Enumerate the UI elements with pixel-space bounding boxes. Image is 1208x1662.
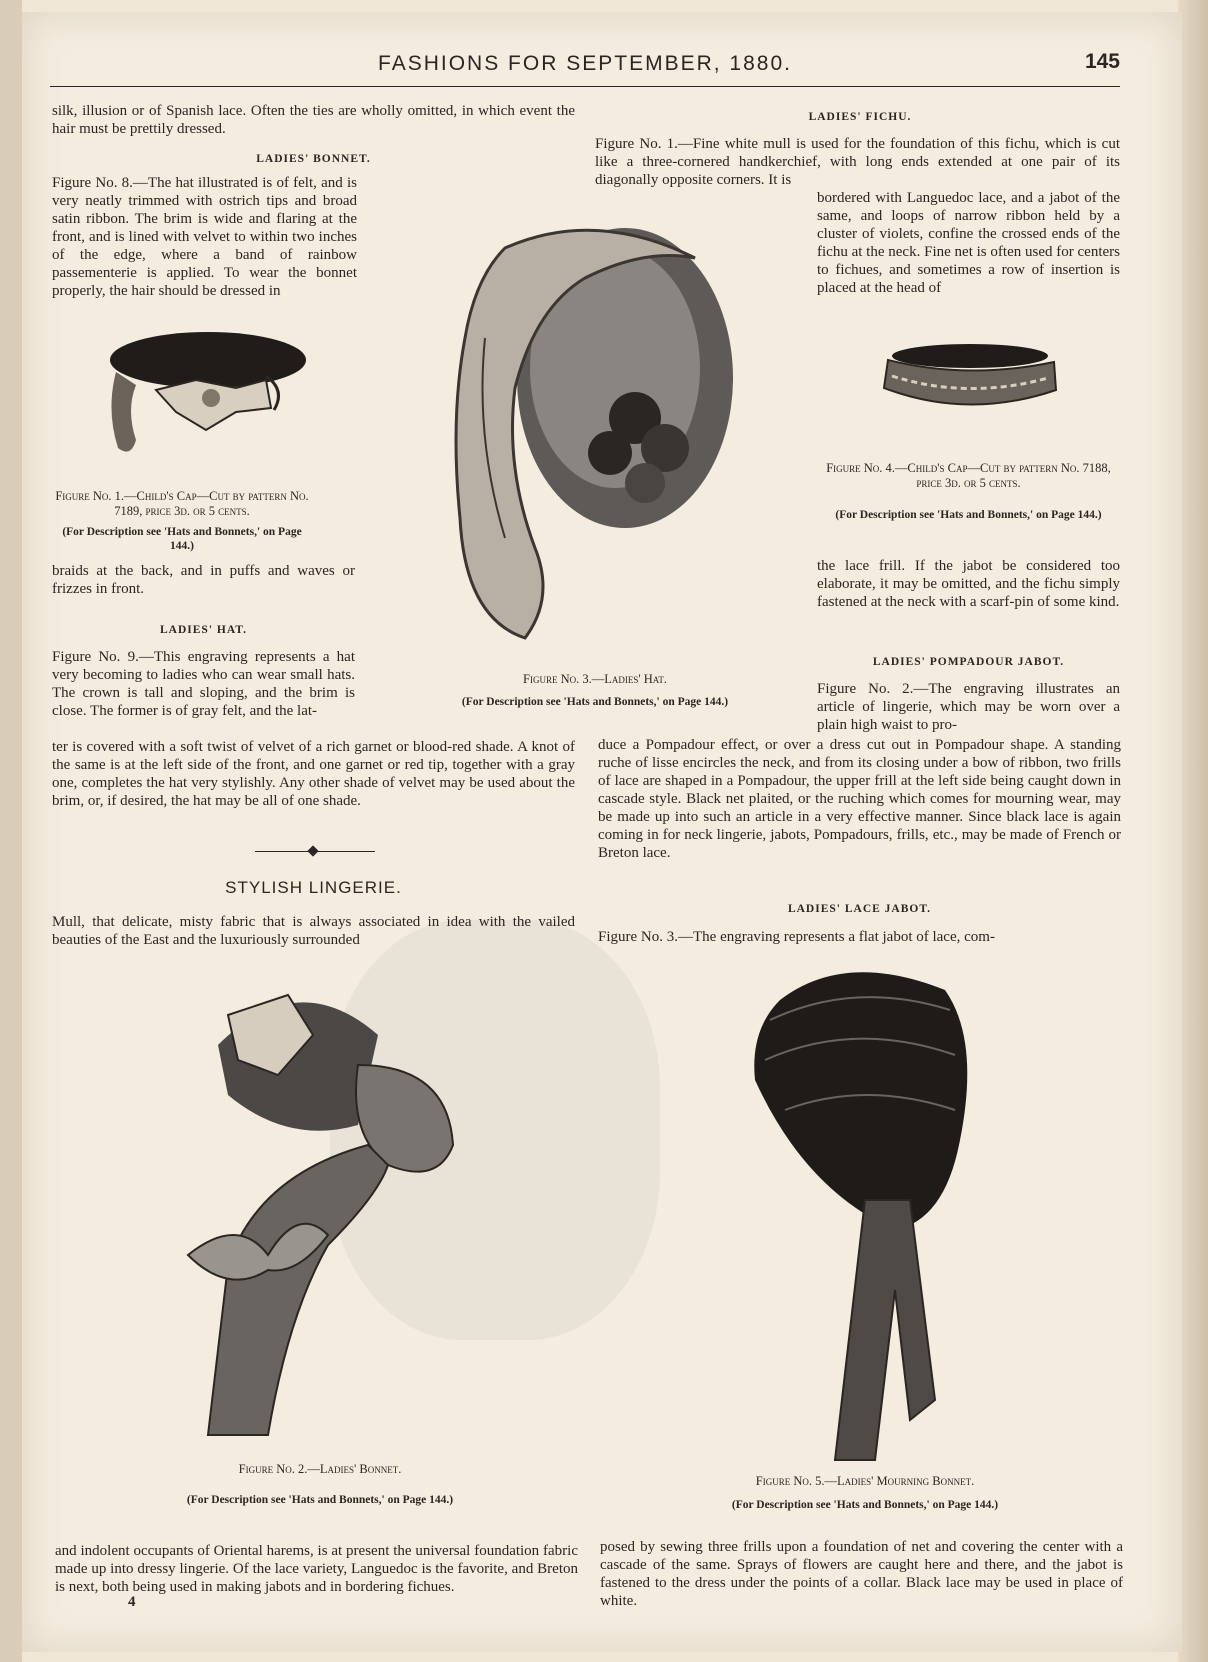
fichu-paragraph-end: bordered with Languedoc lace, and a jabot of the same, and loops of narrow ribbon held by a cluster of violets, confine the crossed ends of the fichu at the neck. Fine net is often used for centers to fichues, and sometimes a row of insertion is placed at the head of (817, 190, 1120, 296)
intro-paragraph: silk, illusion or of Spanish lace. Often the ties are wholly omitted, in which event the hair must be prettily dressed. (52, 103, 575, 137)
pompadour-heading: LADIES' POMPADOUR JABOT. (872, 656, 1065, 668)
lace-jabot-paragraph: Figure No. 3.—The engraving represents a flat jabot of lace, com- (598, 929, 995, 945)
figure9-paragraph-end: ter is covered with a soft twist of velvet of a rich garnet or blood-red shade. A knot of the same is at the left side of the front, and one garnet or red tip, together with a gray one, completes the hat very stylishly. Any other shade of velvet may be used about the brim, or, if desired, the hat may be all of one shade. (52, 739, 575, 809)
hat-heading: LADIES' HAT. (160, 624, 247, 636)
figure9-paragraph-start: Figure No. 9.—This engraving represents a hat very becoming to ladies who can wear small hats. The crown is tall and sloping, and the brim is close. The former is of gray felt, and the lat- (52, 649, 355, 719)
lace-frill-paragraph: the lace frill. If the jabot be considered too elaborate, it may be omitted, and the fichu simply fastened at the neck with a scarf-pin of some kind. (817, 558, 1120, 610)
figure1-caption: Figure No. 1.—Child's Cap—Cut by pattern No. 7189, price 3d. or 5 cents. (55, 489, 309, 518)
lingerie-paragraph: Mull, that delicate, misty fabric that is always associated in idea with the vailed beauties of the East and the luxuriously surrounded (52, 914, 575, 948)
page-header (50, 52, 1120, 86)
fichu-paragraph-start: Figure No. 1.—Fine white mull is used for the foundation of this fichu, which is cut like a three-cornered handkerchief, with long ends extended at one pair of its diagonally opposite corners. It is (595, 136, 1120, 188)
figure1-reference: (For Description see 'Hats and Bonnets,' on Page 144.) (62, 526, 302, 552)
figure2-bonnet-caption: Figure No. 2.—Ladies' Bonnet. (238, 1462, 402, 1476)
figure3-reference: (For Description see 'Hats and Bonnets,' on Page 144.) (461, 696, 729, 708)
signature-number: 4 (128, 1594, 136, 1610)
lingerie-continued: and indolent occupants of Oriental harems, is at present the universal foundation fabric made up into dressy lingerie. Of the lace variety, Languedoc is the favorite, and Breton is next, both being used in making jabots and in bordering fichues. (55, 1543, 578, 1595)
lace-jabot-continued: posed by sewing three frills upon a foundation of net and covering the center with a cascade of the same. Sprays of flowers are caught here and there, and the jabot is fastened to the dress under the points of a collar. Black lace may be used in place of white. (600, 1539, 1123, 1609)
braids-paragraph: braids at the back, and in puffs and waves or frizzes in front. (52, 563, 355, 597)
child-cap-illustration (96, 330, 316, 480)
ladies-hat-illustration (445, 218, 745, 658)
page-gutter (0, 0, 22, 1662)
figure4-caption: Figure No. 4.—Child's Cap—Cut by pattern No. 7188, price 3d. or 5 cents. (826, 461, 1111, 490)
lace-jabot-heading: LADIES' LACE JABOT. (787, 903, 932, 915)
figure3-caption: Figure No. 3.—Ladies' Hat. (523, 672, 667, 686)
pompadour-paragraph-start: Figure No. 2.—The engraving illustrates an article of lingerie, which may be worn over a plain high waist to pro- (817, 681, 1120, 733)
figure5-reference: (For Description see 'Hats and Bonnets,' on Page 144.) (731, 1499, 999, 1511)
page-number: 145 (1084, 50, 1120, 73)
ladies-bonnet-illustration (148, 975, 483, 1445)
fichu-heading: LADIES' FICHU. (808, 111, 912, 123)
page-edge (1178, 0, 1208, 1662)
figure2-bonnet-reference: (For Description see 'Hats and Bonnets,' on Page 144.) (186, 1494, 454, 1506)
page-title: FASHIONS FOR SEPTEMBER, 1880. (378, 52, 792, 75)
figure5-caption: Figure No. 5.—Ladies' Mourning Bonnet. (755, 1474, 975, 1488)
child-cap-2-illustration (878, 340, 1058, 430)
bonnet-heading: LADIES' BONNET. (256, 153, 371, 165)
mourning-bonnet-illustration (745, 960, 990, 1465)
figure4-reference: (For Description see 'Hats and Bonnets,' on Page 144.) (835, 509, 1102, 521)
lingerie-heading: STYLISH LINGERIE. (225, 878, 402, 897)
figure8-text: Figure No. 8.—The hat illustrated is of felt, and is very neatly trimmed with ostrich tips and broad satin ribbon. The brim is wide and flaring at the front, and is lined with velvet to within two inches of the edge, where a band of rainbow passementerie is applied. To wear the bonnet properly, the hair should be dressed in (52, 175, 357, 299)
header-rule (50, 86, 1120, 87)
pompadour-paragraph-end: duce a Pompadour effect, or over a dress cut out in Pompadour shape. A standing ruche of lisse encircles the neck, and from its closing under a bow of ribbon, two frills of lace are shaped in a Pompadour, the upper frill at the left side being caught down in cascade style. Black net plaited, or the ruching which comes for mourning wear, may be made up into such an article in a very effective manner. Since black lace is again coming in for neck lingerie, jabots, Pompadours, frills, etc., may be made of French or Breton lace. (598, 737, 1121, 861)
